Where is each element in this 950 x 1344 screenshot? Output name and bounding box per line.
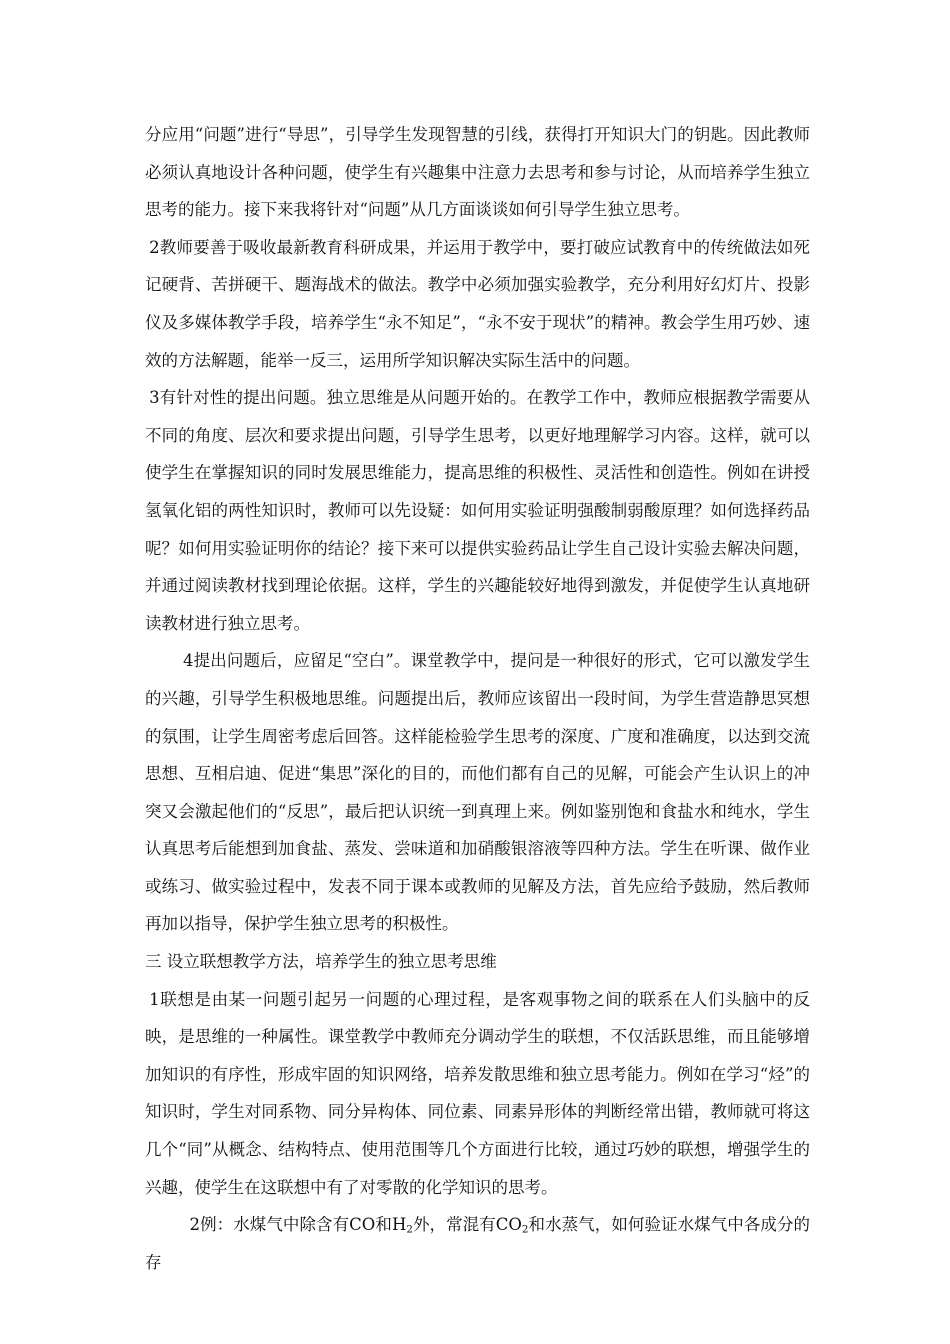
subscript-co2: 2 [521, 1224, 529, 1236]
paragraph-point-3: 3有针对性的提出问题。独立思维是从问题开始的。在教学工作中，教师应根据教学需要从不同的角度、层次和要求提出问题，引导学生思考，以更好地理解学习内容。这样，就可以使学生在掌握知识的同时发展思维能力，提高思维的积极性、灵活性和创造性。例如在讲授氢氧化铝的两性知识时，教师可以先设疑：如何用实验证明强酸制弱酸原理？如何选择药品呢？如何用实验证明你的结论？接下来可以提供实验药品让学生自己设计实验去解决问题，并通过阅读教材找到理论依据。这样，学生的兴趣能较好地得到激发，并促使学生认真地研读教材进行独立思考。 [145, 388, 810, 633]
paragraph-example-2 [145, 1206, 810, 1281]
example-text-b: 外，常混有CO [412, 1215, 522, 1235]
paragraph-point-2: 2教师要善于吸收最新教育科研成果，并运用于教学中，要打破应试教育中的传统做法如死记硬背、苦拼硬干、题海战术的做法。教学中必须加强实验教学，充分利用好幻灯片、投影仪及多媒体教学手段，培养学生“永不知足”，“永不安于现状”的精神。教会学生用巧妙、速效的方法解题，能举一反三，运用所学知识解决实际生活中的问题。 [145, 237, 810, 370]
example-text-c: 和水蒸气，如何验证水煤气中各成分的存 [145, 1215, 811, 1272]
example-text-a: 2例：水煤气中除含有CO和H [189, 1215, 407, 1235]
paragraph-intro: 分应用“问题”进行“导思”，引导学生发现智慧的引线，获得打开知识大门的钥匙。因此教师必须认真地设计各种问题，使学生有兴趣集中注意力去思考和参与讨论，从而培养学生独立思考的能力。接下来我将针对“问题”从几方面谈谈如何引导学生独立思考。 [145, 125, 810, 220]
paragraph-point-4: 4提出问题后，应留足“空白”。课堂教学中，提问是一种很好的形式，它可以激发学生的兴趣，引导学生积极地思维。问题提出后，教师应该留出一段时间，为学生营造静思冥想的氛围，让学生周密考虑后回答。这样能检验学生思考的深度、广度和准确度，以达到交流思想、互相启迪、促进“集思”深化的目的，而他们都有自己的见解，可能会产生认识上的冲突又会激起他们的“反思”，最后把认识统一到真理上来。例如鉴别饱和食盐水和纯水，学生认真思考后能想到加食盐、蒸发、尝味道和加硝酸银溶液等四种方法。学生在听课、做作业或练习、做实验过程中，发表不同于课本或教师的见解及方法，首先应给予鼓励，然后教师再加以指导，保护学生独立思考的积极性。 [145, 651, 810, 934]
section-heading-three: 三 设立联想教学方法，培养学生的独立思考思维 [145, 952, 497, 972]
document-body [145, 116, 810, 1281]
paragraph-association-1: 1联想是由某一问题引起另一问题的心理过程，是客观事物之间的联系在人们头脑中的反映，是思维的一种属性。课堂教学中教师充分调动学生的联想，不仅活跃思维，而且能够增加知识的有序性，形成牢固的知识网络，培养发散思维和独立思考能力。例如在学习“烃”的知识时，学生对同系物、同分异构体、同位素、同素异形体的判断经常出错，教师就可将这几个“同”从概念、结构特点、使用范围等几个方面进行比较，通过巧妙的联想，增强学生的兴趣，使学生在这联想中有了对零散的化学知识的思考。 [145, 989, 810, 1197]
subscript-h2: 2 [406, 1224, 413, 1236]
